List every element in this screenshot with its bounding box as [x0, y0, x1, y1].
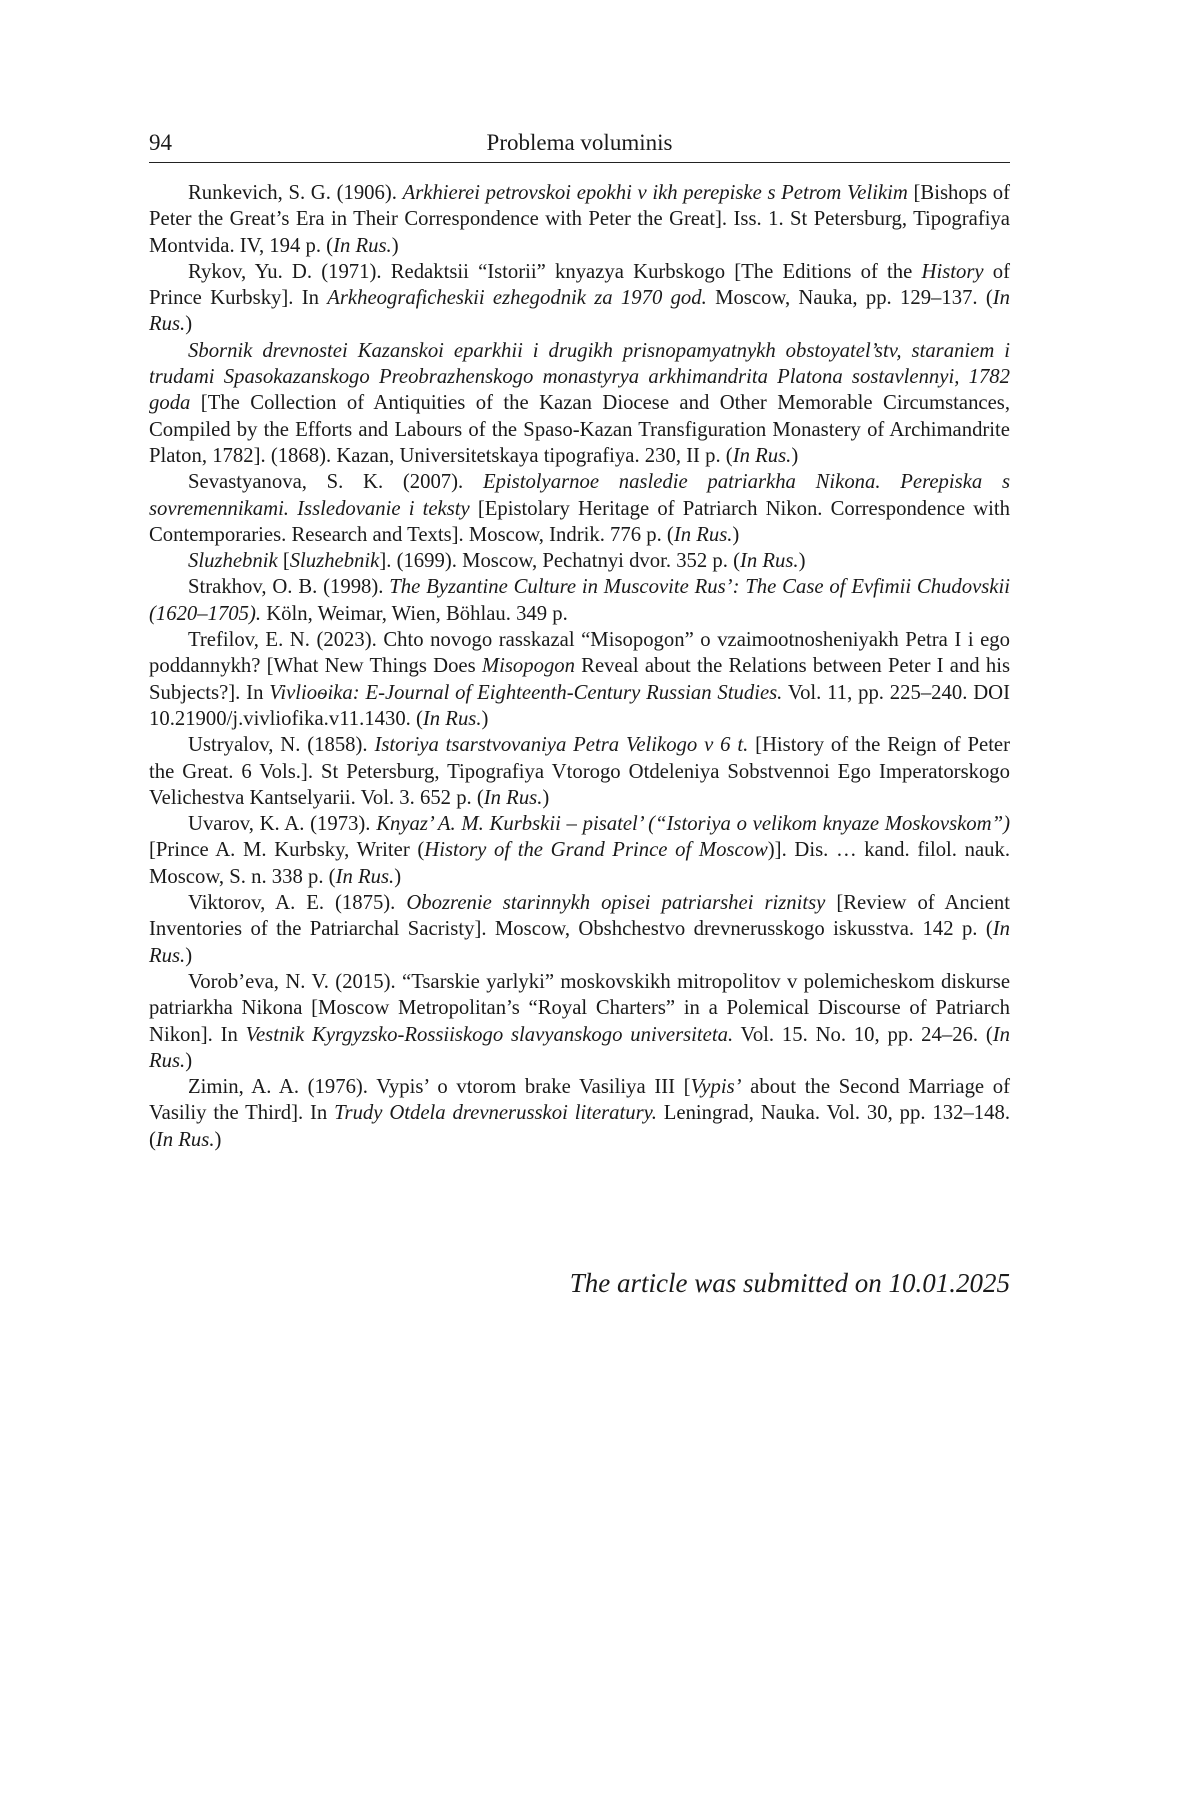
- reference-italic-text: In Rus.: [333, 234, 392, 257]
- reference-entry: [149, 469, 1010, 548]
- reference-list: [149, 180, 1010, 1153]
- reference-text: )]. Dis. … kand. filol. nauk. Moscow, S. n. 338 p. (: [149, 839, 1010, 888]
- reference-italic-text: Obozrenie starinnykh opisei patriarshei riznitsy: [406, 892, 826, 915]
- reference-entry: [149, 811, 1010, 890]
- reference-italic-text: In Rus.: [739, 550, 799, 573]
- reference-entry: [149, 574, 1010, 627]
- reference-text: Strakhov, O. B. (1998).: [188, 576, 390, 599]
- reference-text: ): [185, 944, 193, 967]
- reference-text: Runkevich, S. G. (1906).: [188, 182, 403, 204]
- reference-italic-text: History: [921, 260, 984, 283]
- reference-text: ): [394, 865, 402, 888]
- reference-text: ): [391, 234, 399, 257]
- reference-text: Viktorov, A. E. (1875).: [188, 892, 407, 915]
- page-header: [149, 128, 1010, 163]
- reference-entry: [149, 890, 1010, 969]
- reference-italic-text: In Rus.: [673, 523, 733, 546]
- reference-italic-text: In Rus.: [149, 287, 1010, 336]
- reference-text: Reveal about the Relations between Peter I and his Subjects?]. In: [149, 655, 1010, 704]
- reference-text: Vol. 15. No. 10, pp. 24–26. (: [733, 1023, 993, 1046]
- reference-entry: [149, 180, 1010, 259]
- reference-text: ): [732, 523, 740, 546]
- reference-text: ): [185, 313, 193, 336]
- reference-italic-text: In Rus.: [422, 707, 482, 730]
- reference-text: Leningrad, Nauka. Vol. 30, pp. 132–148. (: [149, 1102, 1010, 1151]
- reference-text: ): [185, 1049, 193, 1072]
- reference-italic-text: Trudy Otdela drevnerusskoi literatury.: [334, 1102, 657, 1125]
- reference-italic-text: Vivlioѳika: E-Journal of Eighteenth-Century Russian Studies.: [269, 681, 783, 704]
- reference-text: [Prince A. M. Kurbsky, Writer (: [149, 839, 425, 862]
- reference-text: ): [798, 550, 806, 573]
- reference-text: Vol. 11, pp. 225–240. DOI 10.21900/j.vivliofika.v11.1430. (: [149, 681, 1010, 730]
- reference-text: of Prince Kurbsky]. In: [149, 260, 1010, 310]
- reference-text: Ustryalov, N. (1858).: [188, 734, 375, 757]
- page-number: 94: [149, 130, 172, 155]
- running-title: Problema voluminis: [486, 130, 673, 155]
- reference-text: ]. (1699). Moscow, Pechatnyi dvor. 352 p. (: [379, 550, 740, 573]
- reference-italic-text: History of the Grand Prince of Moscow: [424, 839, 768, 862]
- reference-text: [The Collection of Antiquities of the Kazan Diocese and Other Memorable Circumstances, Compiled by the Efforts and Labours of the Spaso-Kazan Transfiguration Monastery of Archimandrite Platon, 1782]. (1868). Kazan, Universitetskaya tipografiya. 230, II p. (: [149, 392, 1010, 467]
- reference-italic-text: Sluzhebnik: [289, 550, 380, 573]
- submission-note: The article was submitted on 10.01.2025: [569, 1268, 1010, 1298]
- reference-italic-text: In Rus.: [149, 918, 1010, 967]
- reference-text: Zimin, A. A. (1976). Vypis’ o vtorom brake Vasiliya III [: [188, 1076, 691, 1099]
- reference-text: [: [277, 550, 290, 573]
- reference-text: Vorob’eva, N. V. (2015). “Tsarskie yarlyki” moskovskikh mitropolitov v polemicheskom diskurse patriarkha Nikona [Moscow Metropolitan’s “Royal Charters” in a Polemical Discourse of Patriarch Nikon]. In: [149, 970, 1010, 1046]
- reference-italic-text: In Rus.: [335, 865, 395, 888]
- reference-italic-text: Istoriya tsarstvovaniya Petra Velikogo v 6 t.: [374, 734, 749, 757]
- reference-italic-text: In Rus.: [732, 444, 792, 467]
- reference-italic-text: In Rus.: [149, 1023, 1011, 1072]
- reference-entry: [149, 1074, 1010, 1153]
- reference-italic-text: Arkheograficheskii ezhegodnik za 1970 god.: [327, 287, 707, 310]
- reference-italic-text: Sluzhebnik: [188, 550, 278, 573]
- reference-italic-text: Epistolyarnoe nasledie patriarkha Nikona. Perepiska s sovremennikami. Issledovanie i teksty: [149, 471, 1010, 520]
- reference-text: Moscow, Nauka, pp. 129–137. (: [706, 287, 993, 310]
- reference-entry: [149, 548, 1010, 574]
- reference-text: [History of the Reign of Peter the Great. 6 Vols.]. St Petersburg, Tipografiya Vtorogo Otdeleniya Sobstvennoi Ego Imperatorskogo Velichestva Kantselyarii. Vol. 3. 652 p. (: [149, 734, 1011, 809]
- reference-text: [Epistolary Heritage of Patriarch Nikon. Correspondence with Contemporaries. Research and Texts]. Moscow, Indrik. 776 p. (: [149, 497, 1010, 546]
- reference-entry: [149, 259, 1010, 338]
- reference-italic-text: Vypis’: [690, 1076, 742, 1099]
- reference-italic-text: The Byzantine Culture in Muscovite Rus’: The Case of Evfimii Chudovskii (1620–1705).: [149, 576, 1010, 625]
- reference-italic-text: In Rus.: [155, 1128, 215, 1151]
- reference-entry: [149, 732, 1010, 811]
- reference-entry: [149, 627, 1010, 732]
- reference-text: [Review of Ancient Inventories of the Patriarchal Sacristy]. Moscow, Obshchestvo drevnerusskogo iskusstva. 142 p. (: [149, 892, 1011, 941]
- reference-text: Trefilov, E. N. (2023). Chto novogo rasskazal “Misopogon” o vzaimootnosheniyakh Petra I i ego poddannykh? [What New Things Does: [149, 629, 1010, 678]
- reference-text: Uvarov, K. A. (1973).: [188, 813, 377, 836]
- reference-text: ): [214, 1128, 222, 1151]
- reference-italic-text: Vestnik Kyrgyzsko-Rossiiskogo slavyanskogo universiteta.: [245, 1023, 734, 1046]
- reference-italic-text: Misopogon: [481, 655, 575, 678]
- reference-italic-text: Knyaz’ A. M. Kurbskii – pisatel’ (“Istoriya o velikom knyaze Moskovskom”): [376, 813, 1010, 836]
- reference-text: ): [542, 786, 550, 809]
- reference-text: Sevastyanova, S. K. (2007).: [188, 471, 483, 494]
- reference-italic-text: Sbornik drevnostei Kazanskoi eparkhii i drugikh prisnopamyatnykh obstoyatel’stv, staraniem i trudami Spasokazanskogo Preobrazhenskogo monastyrya arkhimandrita Platona sostavlennyi, 1782 goda: [149, 339, 1010, 415]
- reference-text: [Bishops of Peter the Great’s Era in Their Correspondence with Peter the Great]. Iss. 1. St Petersburg, Tipografiya Montvida. IV, 194 p. (: [149, 182, 1010, 257]
- reference-text: about the Second Marriage of Vasiliy the Third]. In: [149, 1076, 1010, 1125]
- reference-italic-text: Arkhierei petrovskoi epokhi v ikh perepiske s Petrom Velikim: [402, 182, 908, 204]
- reference-entry: [149, 338, 1010, 469]
- reference-text: Köln, Weimar, Wien, Böhlau. 349 p.: [261, 602, 568, 625]
- reference-text: ): [481, 707, 489, 730]
- reference-italic-text: In Rus.: [483, 786, 543, 809]
- reference-text: Rykov, Yu. D. (1971). Redaktsii “Istorii” knyazya Kurbskogo [The Editions of the: [188, 260, 922, 283]
- reference-text: ): [791, 444, 799, 467]
- reference-entry: [149, 969, 1010, 1074]
